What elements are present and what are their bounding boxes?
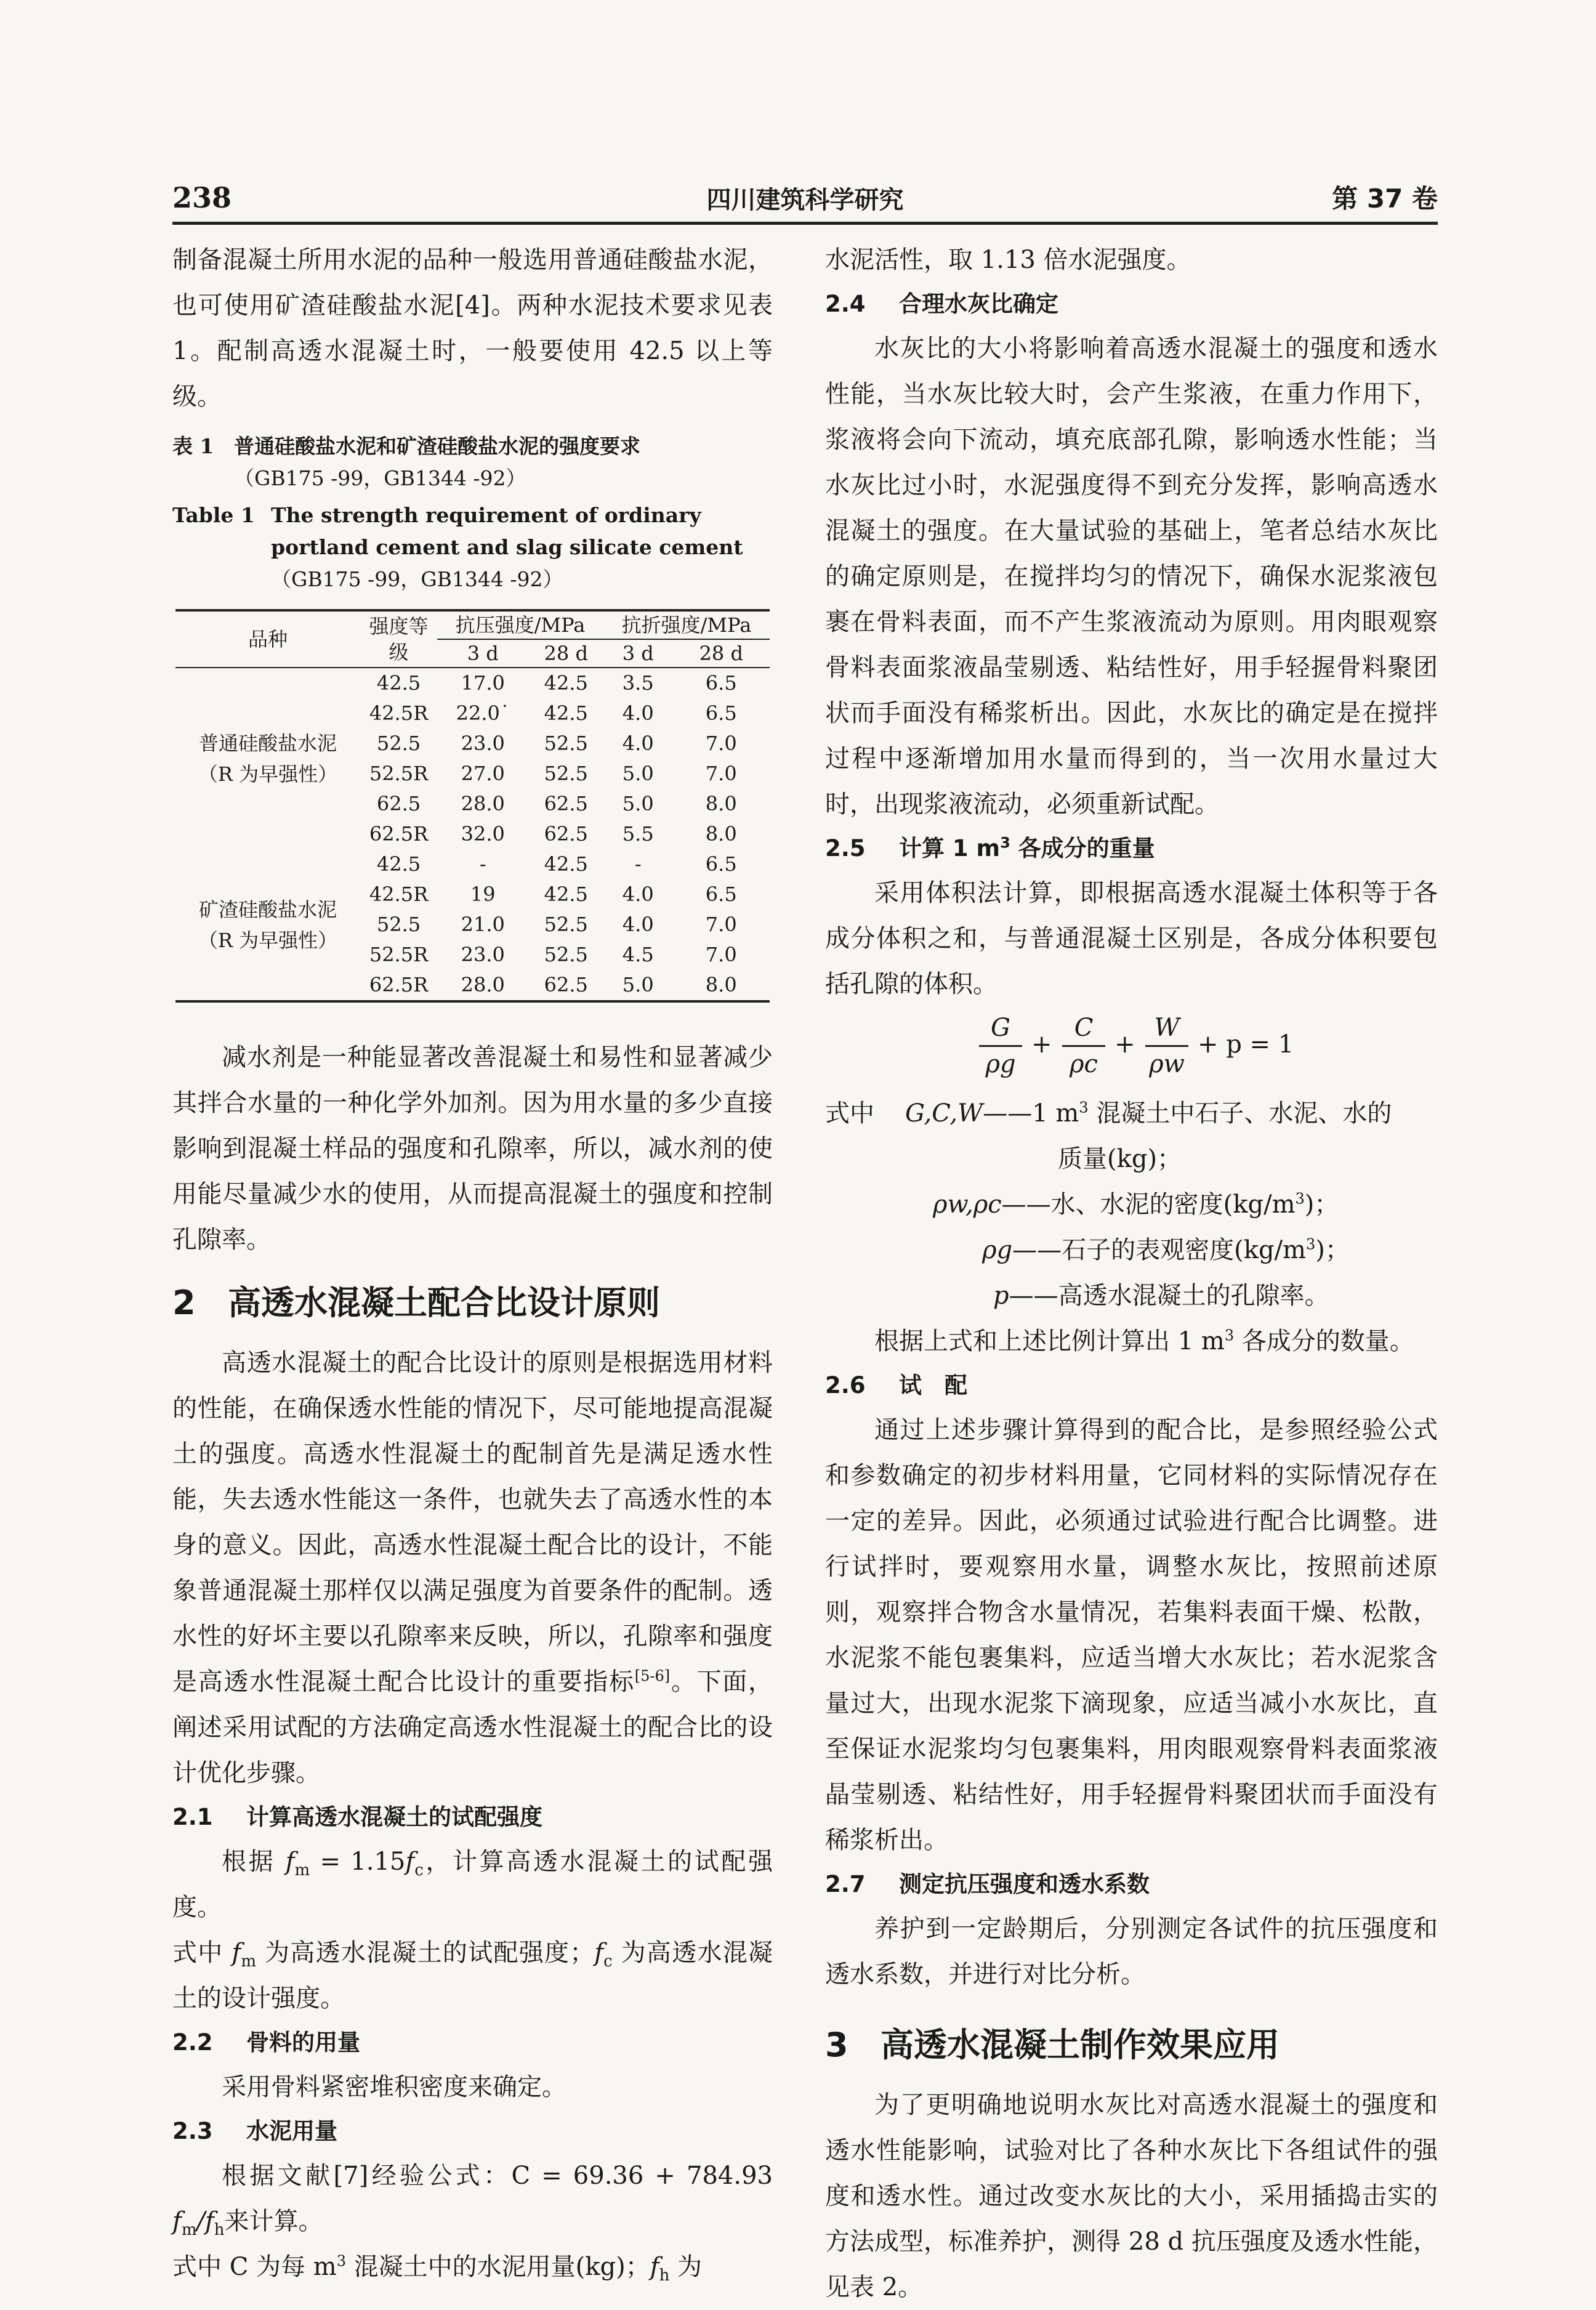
section-3-number: 3 bbox=[825, 2025, 848, 2064]
s25-after-b: 各成分的数量。 bbox=[1234, 1327, 1414, 1355]
s21-text-a: 根据 bbox=[222, 1848, 286, 1876]
where-2-symbols: ρw,ρc—— bbox=[933, 1190, 1051, 1219]
cement-variety-cell bbox=[175, 849, 360, 1001]
section-2-7-number: 2.7 bbox=[825, 1871, 866, 1897]
fraction-w bbox=[1145, 1011, 1188, 1081]
section-2-6-heading bbox=[825, 1364, 1438, 1407]
subscript-m: m bbox=[294, 1861, 310, 1880]
s21-text-b: = 1.15 bbox=[310, 1848, 406, 1876]
superscript-3: 3 bbox=[1305, 1235, 1316, 1253]
section-2-2-title: 骨料的用量 bbox=[246, 2029, 360, 2056]
s23-where-c: 为 bbox=[669, 2253, 703, 2281]
fraction-g bbox=[979, 1011, 1022, 1081]
grade-cell: 42.5R bbox=[369, 701, 429, 725]
s27-text: 养护到一定龄期后，分别测定各试件的抗压强度和透水系数，并进行对比分析。 bbox=[825, 1915, 1438, 1989]
where-1-b: 混凝土中石子、水泥、水的 bbox=[1088, 1099, 1392, 1128]
grade-cell: 62.5 bbox=[376, 792, 421, 815]
flexural-28d-cell: 6.5 bbox=[705, 701, 737, 725]
table1-standards-cn: （GB175 -99，GB1344 -92） bbox=[234, 466, 526, 490]
flexural-3d-cell: 4.5 bbox=[622, 943, 654, 966]
s25-text: 采用体积法计算，即根据高透水混凝土体积等于各成分体积之和，与普通混凝土区别是，各成分体积要包括孔隙的体积。 bbox=[825, 879, 1438, 998]
symbol-f: f bbox=[232, 1939, 241, 1967]
s25-title-b: 各成分的重量 bbox=[1010, 835, 1155, 862]
section-2-4-title: 合理水灰比确定 bbox=[899, 291, 1058, 317]
symbol-f-slash: /f bbox=[196, 2207, 214, 2235]
compressive-3d-cell: 27.0 bbox=[461, 762, 505, 785]
volume-equation bbox=[825, 1011, 1438, 1084]
compressive-3d-cell: 17.0 bbox=[461, 671, 505, 695]
compressive-28d-cell: 42.5 bbox=[544, 882, 588, 906]
numerator-g: G bbox=[979, 1011, 1022, 1047]
s24-text: 水灰比的大小将影响着高透水混凝土的强度和透水性能，当水灰比较大时，会产生浆液，在重力作用下，浆液将会向下流动，填充底部孔隙，影响透水性能；当水灰比过小时，水泥强度得不到充分发挥，影响高透水混凝土的强度。在大量试验的基础上，笔者总结水灰比的确定原则是，在搅拌均匀的情况下，确保水泥浆液包裹在骨料表面，而不产生浆液流动为原则。用肉眼观察骨料表面浆液晶莹剔透、粘结性好，用手轻握骨料聚团状而手面没有稀浆析出。因此，水灰比的确定是在搅拌过程中逐渐增加用水量而得到的，当一次用水量过大时，出现浆液流动，必须重新试配。 bbox=[825, 334, 1438, 818]
running-header bbox=[172, 166, 1438, 225]
section-2-6-number: 2.6 bbox=[825, 1372, 866, 1399]
compressive-3d-cell: 23.0 bbox=[461, 943, 505, 966]
table1-caption-cn bbox=[172, 430, 773, 495]
section-2-4-heading bbox=[825, 283, 1438, 326]
superscript-3: 3 bbox=[1295, 1190, 1305, 1208]
compressive-3d-cell: 28.0 bbox=[461, 792, 505, 815]
compressive-28d-cell: 42.5 bbox=[544, 852, 588, 876]
table1-title-cn: 普通硅酸盐水泥和矿渣硅酸盐水泥的强度要求 bbox=[234, 434, 640, 458]
header-compressive-28d: 28 d bbox=[544, 642, 588, 665]
compressive-3d-cell: - bbox=[479, 852, 486, 876]
section-2-heading bbox=[172, 1272, 773, 1334]
where-3-a: 石子的表观密度(kg/m bbox=[1062, 1236, 1306, 1264]
section-2-3-number: 2.3 bbox=[172, 2118, 213, 2144]
section-3-heading bbox=[825, 2014, 1438, 2076]
superscript-3: 3 bbox=[1079, 1099, 1089, 1117]
symbol-f: f bbox=[650, 2253, 659, 2281]
section-2-text-b: 。下面，阐述采用试配的方法确定高透水性混凝土的配合比的设计优化步骤。 bbox=[172, 1668, 773, 1787]
section-2-7-heading bbox=[825, 1863, 1438, 1906]
header-grade: 强度等级 bbox=[360, 610, 437, 668]
s25-after-a: 根据上式和上述比例计算出 1 m bbox=[874, 1327, 1225, 1355]
where-line-3 bbox=[825, 1227, 1438, 1273]
where-line-1b bbox=[825, 1136, 1438, 1182]
subscript-m: m bbox=[241, 1952, 257, 1971]
section-2-text-a: 高透水混凝土的配合比设计的原则是根据选用材料的性能，在确保透水性能的情况下，尽可能地提高混凝土的强度。高透水性混凝土的配制首先是满足透水性能，失去透水性能这一条件，也就失去了高透水性的本身的意义。因此，高透水性混凝土配合比的设计，不能象普通混凝土那样仅以满足强度为首要条件的配制。透水性的好坏主要以孔隙率来反映，所以，孔隙率和强度是高透水性混凝土配合比设计的重要指标 bbox=[172, 1349, 773, 1696]
section-2-1-number: 2.1 bbox=[172, 1804, 213, 1830]
section-2-3-continued bbox=[825, 237, 1438, 283]
intro-text: 制备混凝土所用水泥的品种一般选用普通硅酸盐水泥，也可使用矿渣硅酸盐水泥[4]。两种水泥技术要求见表 1。配制高透水混凝土时，一般要使用 42.5 以上等级。 bbox=[172, 246, 773, 411]
where-1-a: 1 m bbox=[1032, 1099, 1079, 1128]
section-2-2-paragraph bbox=[172, 2064, 773, 2110]
grade-cell: 42.5R bbox=[369, 882, 429, 906]
water-reducer-text: 减水剂是一种能显著改善混凝土和易性和显著减少其拌合水量的一种化学外加剂。因为用水量的多少直接影响到混凝土样品的强度和孔隙率，所以，减水剂的使用能尽量减少水的使用，从而提高混凝土的强度和控制孔隙率。 bbox=[172, 1043, 773, 1254]
compressive-28d-cell: 62.5 bbox=[544, 973, 588, 996]
header-compressive-3d: 3 d bbox=[467, 642, 499, 665]
table1-title-en: The strength requirement of ordinary portland cement and slag silicate cement bbox=[271, 503, 743, 559]
symbol-f: f bbox=[594, 1939, 604, 1967]
table1-caption-en bbox=[172, 499, 773, 596]
section-2-paragraph bbox=[172, 1340, 773, 1796]
flexural-3d-cell: 5.0 bbox=[622, 792, 654, 815]
compressive-28d-cell: 52.5 bbox=[544, 913, 588, 936]
section-2-6-paragraph bbox=[825, 1407, 1438, 1863]
s23-where-b: 混凝土中的水泥用量(kg)； bbox=[345, 2253, 650, 2281]
section-3-title: 高透水混凝土制作效果应用 bbox=[881, 2025, 1280, 2064]
cement-variety-name: 普通硅酸盐水泥 bbox=[198, 732, 337, 755]
flexural-3d-cell: 4.0 bbox=[622, 882, 654, 906]
where-2-a: 水、水泥的密度(kg/m bbox=[1050, 1190, 1296, 1219]
table1-label-cn: 表 1 bbox=[172, 434, 214, 458]
s22-text: 采用骨料紧密堆积密度来确定。 bbox=[222, 2073, 566, 2101]
citation-5-6: [5-6] bbox=[634, 1667, 671, 1685]
header-variety: 品种 bbox=[175, 610, 360, 668]
s21-where-a: 式中 bbox=[172, 1939, 232, 1967]
numerator-c: C bbox=[1062, 1011, 1105, 1047]
s21-text-c: ，计算高透水混凝土的试配强度。 bbox=[172, 1848, 773, 1921]
fraction-c bbox=[1062, 1011, 1105, 1081]
flexural-28d-cell: 7.0 bbox=[705, 943, 737, 966]
section-3-paragraph bbox=[825, 2082, 1438, 2310]
grade-cell: 52.5 bbox=[376, 913, 421, 936]
subscript-h: h bbox=[659, 2266, 670, 2285]
flexural-3d-cell: 4.0 bbox=[622, 701, 654, 725]
compressive-3d-cell: 22.0˙ bbox=[456, 701, 510, 725]
flexural-3d-cell: 3.5 bbox=[622, 671, 654, 695]
s23-where-a: 式中 C 为每 m bbox=[172, 2253, 337, 2281]
section-2-4-number: 2.4 bbox=[825, 291, 866, 317]
denominator-rho-c: ρc bbox=[1070, 1050, 1098, 1078]
table1-caption bbox=[172, 430, 773, 596]
flexural-3d-cell: 5.5 bbox=[622, 822, 654, 846]
equation-where-block bbox=[825, 1091, 1438, 1319]
where-line-2 bbox=[825, 1182, 1438, 1227]
table1-standards-en: （GB175 -99，GB1344 -92） bbox=[271, 567, 563, 591]
section-2-5-after bbox=[825, 1319, 1438, 1364]
subscript-m: m bbox=[181, 2221, 197, 2239]
symbol-f: f bbox=[172, 2207, 182, 2235]
s3-text: 为了更明确地说明水灰比对高透水混凝土的强度和透水性能影响，试验对比了各种水灰比下各组试件的强度和透水性。通过改变水灰比的大小，采用插捣击实的方法成型，标准养护，测得 28 d 抗压强度及透水性能，见表 2。 bbox=[825, 2091, 1438, 2301]
table-row bbox=[175, 668, 770, 698]
subscript-c: c bbox=[603, 1952, 613, 1971]
where-line-4 bbox=[825, 1273, 1438, 1319]
superscript-3: 3 bbox=[336, 2252, 346, 2270]
flexural-28d-cell: 7.0 bbox=[705, 732, 737, 755]
header-flexural: 抗折强度/MPa bbox=[603, 610, 770, 639]
grade-cell: 42.5 bbox=[376, 852, 421, 876]
s21-where-c: 为高透水混凝土的设计强度。 bbox=[172, 1939, 773, 2013]
compressive-3d-cell: 23.0 bbox=[461, 732, 505, 755]
cement-variety-name: 矿渣硅酸盐水泥 bbox=[198, 897, 337, 921]
superscript-3: 3 bbox=[1224, 1327, 1235, 1344]
s26-text: 通过上述步骤计算得到的配合比，是参照经验公式和参数确定的初步材料用量，它同材料的实际情况存在一定的差异。因此，必须通过试验进行配合比调整。进行试拌时，要观察用水量，调整水灰比，按照前述原则，观察拌合物含水量情况，若集料表面干燥、松散，水泥浆不能包裹集料，应适当增大水灰比；若水泥浆含量过大，出现水泥浆下滴现象，应适当减小水灰比，直至保证水泥浆均匀包裹集料，用肉眼观察骨料表面浆液晶莹剔透、粘结性好，用手轻握骨料聚团状而手面没有稀浆析出。 bbox=[825, 1416, 1438, 1854]
cement-variety-cell bbox=[175, 668, 360, 849]
flexural-3d-cell: - bbox=[634, 852, 642, 876]
plus-sign: + bbox=[1114, 1030, 1135, 1059]
section-2-3-formula bbox=[172, 2153, 773, 2244]
section-2-3-heading bbox=[172, 2110, 773, 2153]
flexural-28d-cell: 6.5 bbox=[705, 671, 737, 695]
flexural-3d-cell: 5.0 bbox=[622, 973, 654, 996]
compressive-3d-cell: 32.0 bbox=[461, 822, 505, 846]
where-line-1 bbox=[825, 1091, 1438, 1136]
flexural-28d-cell: 7.0 bbox=[705, 913, 737, 936]
grade-cell: 52.5 bbox=[376, 732, 421, 755]
where-1-symbols: G,C,W—— bbox=[905, 1099, 1033, 1128]
equation-tail: + p = 1 bbox=[1198, 1030, 1294, 1059]
flexural-28d-cell: 7.0 bbox=[705, 762, 737, 785]
where-label: 式中 bbox=[825, 1099, 874, 1128]
where-3-b: )； bbox=[1315, 1236, 1350, 1264]
section-2-1-heading bbox=[172, 1796, 773, 1839]
section-2-title: 高透水混凝土配合比设计原则 bbox=[228, 1283, 660, 1322]
section-2-7-paragraph bbox=[825, 1906, 1438, 1997]
plus-sign: + bbox=[1031, 1030, 1052, 1059]
section-2-2-heading bbox=[172, 2021, 773, 2064]
intro-paragraph bbox=[172, 237, 773, 419]
section-2-1-formula-line bbox=[172, 1839, 773, 1930]
section-2-1-title: 计算高透水混凝土的试配强度 bbox=[246, 1804, 542, 1830]
grade-cell: 62.5R bbox=[369, 973, 429, 996]
where-2-b: )； bbox=[1304, 1190, 1339, 1219]
flexural-28d-cell: 8.0 bbox=[705, 973, 737, 996]
flexural-3d-cell: 5.0 bbox=[622, 762, 654, 785]
compressive-28d-cell: 62.5 bbox=[544, 792, 588, 815]
where-4-a: 高透水混凝土的孔隙率。 bbox=[1058, 1282, 1329, 1310]
section-2-5-heading bbox=[825, 827, 1438, 870]
cement-variety-note: （R 为早强性） bbox=[198, 928, 338, 952]
s21-where-b: 为高透水混凝土的试配强度； bbox=[256, 1939, 595, 1967]
compressive-28d-cell: 52.5 bbox=[544, 732, 588, 755]
section-2-1-where bbox=[172, 1930, 773, 2021]
denominator-rho-w: ρw bbox=[1149, 1050, 1185, 1078]
strength-table bbox=[175, 609, 770, 1003]
header-flexural-3d: 3 d bbox=[622, 642, 654, 665]
compressive-28d-cell: 62.5 bbox=[544, 822, 588, 846]
section-2-5-paragraph bbox=[825, 870, 1438, 1007]
compressive-28d-cell: 42.5 bbox=[544, 701, 588, 725]
subscript-c: c bbox=[414, 1861, 424, 1880]
subscript-h: h bbox=[214, 2221, 225, 2239]
compressive-28d-cell: 42.5 bbox=[544, 671, 588, 695]
volume-label: 第 37 卷 bbox=[1332, 184, 1438, 214]
flexural-28d-cell: 6.5 bbox=[705, 882, 737, 906]
flexural-3d-cell: 4.0 bbox=[622, 913, 654, 936]
cement-variety-note: （R 为早强性） bbox=[198, 762, 338, 786]
compressive-28d-cell: 52.5 bbox=[544, 762, 588, 785]
flexural-28d-cell: 6.5 bbox=[705, 852, 737, 876]
denominator-rho-g: ρg bbox=[985, 1050, 1016, 1078]
section-2-6-title: 试 配 bbox=[899, 1372, 967, 1399]
compressive-28d-cell: 52.5 bbox=[544, 943, 588, 966]
numerator-w: W bbox=[1145, 1011, 1188, 1047]
s23-text-b: 来计算。 bbox=[224, 2207, 323, 2235]
compressive-3d-cell: 19 bbox=[470, 882, 496, 906]
section-2-7-title: 测定抗压强度和透水系数 bbox=[899, 1871, 1150, 1897]
section-2-4-paragraph bbox=[825, 326, 1438, 827]
where-4-symbols: p—— bbox=[993, 1282, 1058, 1310]
superscript-3: 3 bbox=[1000, 834, 1010, 852]
water-reducer-paragraph bbox=[172, 1035, 773, 1262]
header-flexural-28d: 28 d bbox=[699, 642, 743, 665]
header-compressive: 抗压强度/MPa bbox=[437, 610, 603, 639]
grade-cell: 52.5R bbox=[369, 762, 429, 785]
right-column bbox=[825, 237, 1438, 2310]
compressive-3d-cell: 21.0 bbox=[461, 913, 505, 936]
flexural-28d-cell: 8.0 bbox=[705, 822, 737, 846]
s23-cont-text: 水泥活性，取 1.13 倍水泥强度。 bbox=[825, 246, 1191, 274]
table-row bbox=[175, 849, 770, 879]
section-2-3-where bbox=[172, 2244, 773, 2290]
s23-text-a: 根据文献[7]经验公式：C = 69.36 + 784.93 bbox=[222, 2162, 773, 2190]
where-3-symbols: ρg—— bbox=[982, 1236, 1062, 1264]
grade-cell: 42.5 bbox=[376, 671, 421, 695]
symbol-f: f bbox=[285, 1848, 295, 1876]
section-2-5-number: 2.5 bbox=[825, 835, 866, 862]
where-1-c: 质量(kg)； bbox=[1058, 1145, 1182, 1173]
grade-cell: 62.5R bbox=[369, 822, 429, 846]
flexural-3d-cell: 4.0 bbox=[622, 732, 654, 755]
table1-label-en: Table 1 bbox=[172, 503, 255, 527]
journal-title: 四川建筑科学研究 bbox=[706, 186, 904, 214]
page-number: 238 bbox=[172, 181, 232, 214]
section-2-2-number: 2.2 bbox=[172, 2029, 213, 2056]
compressive-3d-cell: 28.0 bbox=[461, 973, 505, 996]
left-column bbox=[172, 237, 773, 2290]
grade-cell: 52.5R bbox=[369, 943, 429, 966]
s25-title-a: 计算 1 m bbox=[899, 835, 1001, 862]
section-2-number: 2 bbox=[172, 1283, 196, 1322]
symbol-f: f bbox=[405, 1848, 415, 1876]
section-2-3-title: 水泥用量 bbox=[246, 2118, 337, 2144]
flexural-28d-cell: 8.0 bbox=[705, 792, 737, 815]
